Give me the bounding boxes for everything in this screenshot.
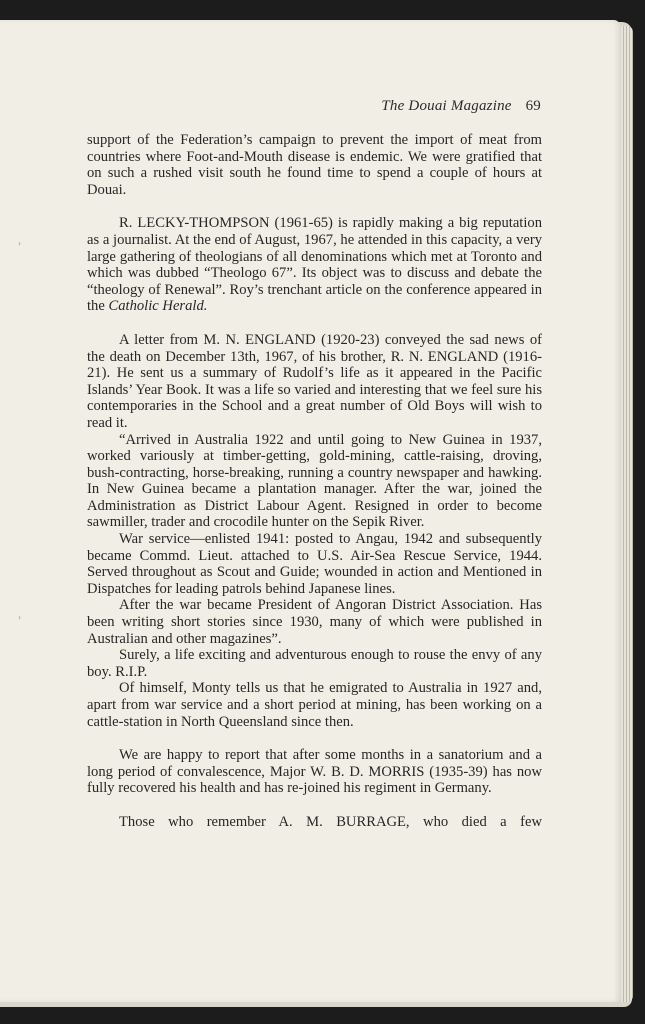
magazine-title: The Douai Magazine bbox=[381, 98, 512, 114]
paragraph-england-letter: A letter from M. N. ENGLAND (1920-23) conveyed the sad news of the death on December 13th, 1967, of his brother, R. N. ENGLAND (1916-21). He sent us a summary of Rudolf’s life as it appeared in the Pacific Islands’ Year Book. It was a life so varied and interesting that we feel sure his contemporaries in the School and a great number of Old Boys will wish to read it. bbox=[87, 331, 542, 431]
paragraph-arrived-australia: “Arrived in Australia 1922 and until going to New Guinea in 1937, worked variously at timber-getting, gold-mining, cattle-raising, droving, bush-contracting, horse-breaking, running a country newspaper and hawking. In New Guinea became a plantation manager. After the war, joined the Administration as District Labour Agent. Resigned in order to become sawmiller, trader and crocodile hunter on the Sepik River. bbox=[87, 431, 542, 531]
page-number: 69 bbox=[525, 98, 541, 114]
paragraph-burrage: Those who remember A. M. BURRAGE, who died a few bbox=[119, 813, 542, 830]
margin-mark bbox=[18, 612, 22, 616]
paragraph-monty: Of himself, Monty tells us that he emigrated to Australia in 1927 and, apart from war service and a short period at mining, has been working on a cattle-station in North Queensland since then. bbox=[87, 680, 542, 730]
paragraph-surely: Surely, a life exciting and adventurous enough to rouse the envy of any boy. R.I.P. bbox=[87, 647, 542, 680]
margin-mark bbox=[18, 238, 22, 242]
running-header bbox=[381, 98, 541, 115]
catholic-herald-title: Catholic Herald. bbox=[108, 298, 208, 315]
paragraph-lecky-thompson-text: R. LECKY-THOMPSON (1961-65) is rapidly making a big reputation as a journalist. At the end of August, 1967, he attended in this capacity, a very large gathering of theologians of all denominations which met at Toronto and which was dubbed “Theologo 67”. Its object was to discuss and debate the “theology of Renewal”. Roy’s trenchant article on the conference appeared in the bbox=[87, 215, 542, 315]
paragraph-war-service: War service—enlisted 1941: posted to Angau, 1942 and subsequently became Commd. Lieut. attached to U.S. Air-Sea Rescue Service, 1944. Served throughout as Scout and Guide; wounded in action and Mentioned in Dispatches for leading patrols behind Japanese lines. bbox=[87, 531, 542, 597]
page-edges bbox=[621, 26, 633, 1002]
paragraph-after-war: After the war became President of Angoran District Association. Has been writing short stories since 1930, many of which were published in Australian and other magazines”. bbox=[87, 597, 542, 647]
paragraph-federation: support of the Federation’s campaign to prevent the import of meat from countries where Foot-and-Mouth disease is endemic. We were gratified that on such a rushed visit south he found time to spend a couple of hours at Douai. bbox=[87, 132, 542, 198]
article-body bbox=[87, 132, 542, 831]
paragraph-lecky-thompson bbox=[87, 215, 542, 315]
paragraph-morris: We are happy to report that after some months in a sanatorium and a long period of convalescence, Major W. B. D. MORRIS (1935-39) has now fully recovered his health and has re-joined his regiment in Germany. bbox=[87, 747, 542, 797]
